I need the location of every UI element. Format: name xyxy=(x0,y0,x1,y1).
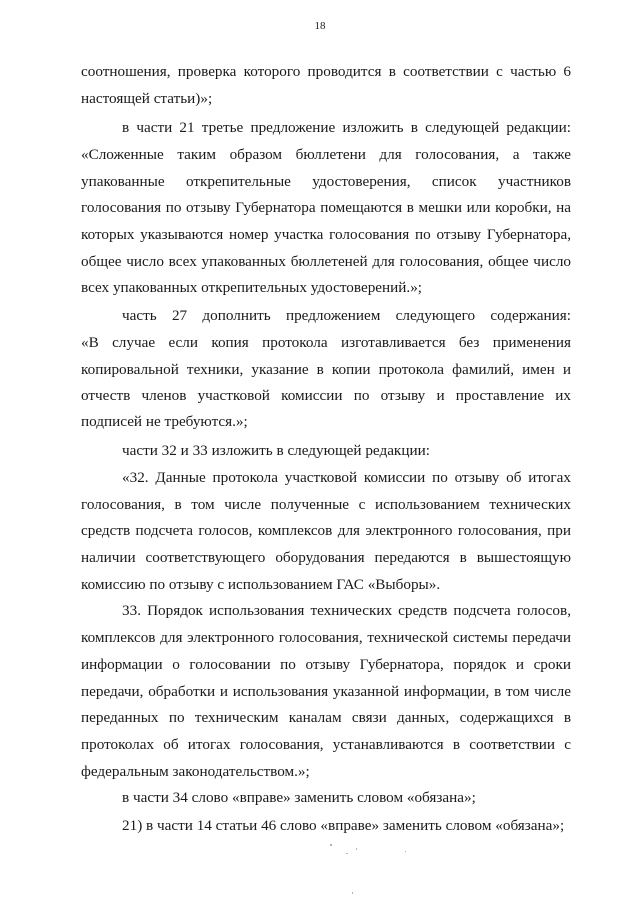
scan-speck xyxy=(356,848,357,850)
text-line: наличии соответствующего оборудования передаются в вышестоящую xyxy=(81,549,571,566)
page-number: 18 xyxy=(314,20,326,32)
text-line: подписей не требуются.»; xyxy=(81,413,248,430)
text-line: «Сложенные таким образом бюллетени для голосования, а также xyxy=(81,146,571,163)
text-line: протоколах об итогах голосования, устанавливаются в соответствии с xyxy=(81,736,571,753)
text-line: общее число всех упакованных бюллетеней для голосования, общее число xyxy=(81,253,571,270)
scan-speck xyxy=(352,892,353,894)
text-line: средств подсчета голосов, комплексов для электронного голосования, при xyxy=(81,522,571,539)
text-line: комиссию по отзыву с использованием ГАС «Выборы». xyxy=(81,576,441,593)
scan-speck xyxy=(405,851,406,852)
text-line: в части 21 третье предложение изложить в следующей редакции: xyxy=(122,119,571,136)
text-line: федеральным законодательством.»; xyxy=(81,763,310,780)
text-line: информации о голосовании по отзыву Губернатора, порядок и сроки xyxy=(81,656,571,673)
text-line: упакованные открепительные удостоверения, список участников xyxy=(81,173,571,190)
text-line: голосования, в том числе полученные с использованием технических xyxy=(81,496,571,513)
text-line: всех упакованных открепительных удостоверений.»; xyxy=(81,279,423,296)
text-line: 33. Порядок использования технических средств подсчета голосов, xyxy=(122,602,571,619)
text-line: переданных по техническим каналам связи данных, содержащихся в xyxy=(81,709,571,726)
text-line: «В случае если копия протокола изготавливается без применения xyxy=(81,334,571,351)
text-line: настоящей статьи)»; xyxy=(81,90,213,107)
text-line: комплексов для электронного голосования, технической системы передачи xyxy=(81,629,571,646)
scan-speck xyxy=(346,853,348,854)
text-line: отчеств членов участковой комиссии по отзыву и проставление их xyxy=(81,387,571,404)
text-line: часть 27 дополнить предложением следующего содержания: xyxy=(122,307,571,324)
text-line: копировальной техники, указание в копии протокола фамилий, имен и xyxy=(81,361,571,378)
scan-speck xyxy=(330,844,332,846)
text-line: части 32 и 33 изложить в следующей редакции: xyxy=(122,442,430,459)
text-line: голосования по отзыву Губернатора помещаются в мешки или коробки, на xyxy=(81,199,571,216)
text-line: 21) в части 14 статьи 46 слово «вправе» заменить словом «обязана»; xyxy=(122,817,565,834)
text-line: передачи, обработки и использования указанной информации, в том числе xyxy=(81,683,571,700)
text-line: в части 34 слово «вправе» заменить словом «обязана»; xyxy=(122,789,476,806)
text-line: «32. Данные протокола участковой комиссии по отзыву об итогах xyxy=(122,469,571,486)
text-line: которых указываются номер участка голосования по отзыву Губернатора, xyxy=(81,226,571,243)
text-line: соотношения, проверка которого проводится в соответствии с частью 6 xyxy=(81,63,571,80)
